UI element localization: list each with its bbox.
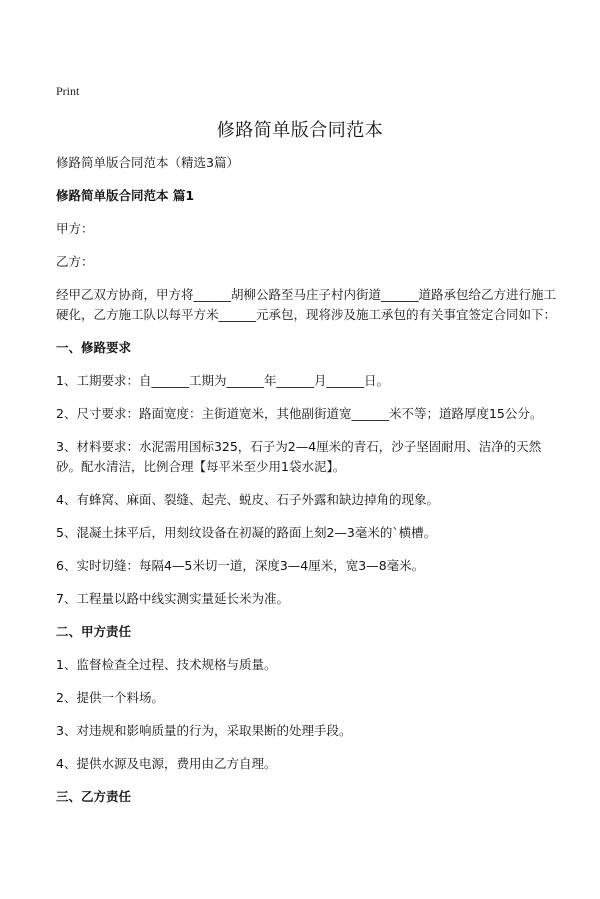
document-body bbox=[56, 153, 556, 820]
requirement-item: 1、工期要求：自______工期为______年______月______日。 bbox=[56, 373, 389, 388]
party-a-duty-item: 4、提供水源及电源，费用由乙方自理。 bbox=[56, 756, 277, 771]
requirement-item: 2、尺寸要求：路面宽度：主街道宽米，其他副街道宽______米不等；道路厚度15公分。 bbox=[56, 406, 543, 421]
requirement-item: 6、实时切缝：每隔4—5米切一道，深度3—4厘米，宽3—8毫米。 bbox=[56, 558, 425, 573]
party-a-line: 甲方： bbox=[56, 221, 94, 236]
requirement-item: 3、材料要求：水泥需用国标325，石子为2—4厘米的青石，沙子坚固耐用、洁净的天然砂。配水清洁，比例合理【每平米至少用1袋水泥】。 bbox=[56, 439, 542, 474]
document-title: 修路简单版合同范本 bbox=[216, 120, 384, 141]
requirement-item: 4、有蜂窝、麻面、裂缝、起壳、蜕皮、石子外露和缺边掉角的现象。 bbox=[56, 492, 439, 507]
section-heading-party-b: 三、乙方责任 bbox=[56, 789, 132, 804]
party-b-line: 乙方： bbox=[56, 254, 94, 269]
article-heading: 修路简单版合同范本 篇1 bbox=[56, 188, 195, 203]
intro-paragraph: 经甲乙双方协商，甲方将______胡柳公路至马庄子村内街道______道路承包给乙方进行施工硬化，乙方施工队以每平方米______元承包，现将涉及施工承包的有关事宜签定合同如下： bbox=[56, 287, 557, 322]
section-heading-requirements: 一、修路要求 bbox=[56, 340, 132, 355]
requirement-item: 5、混凝土抹平后，用刻纹设备在初凝的路面上刻2—3毫米的`横槽。 bbox=[56, 525, 437, 540]
requirement-item: 7、工程量以路中线实测实量延长米为准。 bbox=[56, 591, 289, 606]
print-label: Print bbox=[56, 84, 80, 98]
party-a-duty-item: 2、提供一个料场。 bbox=[56, 690, 164, 705]
party-a-duty-item: 3、对违规和影响质量的行为，采取果断的处理手段。 bbox=[56, 723, 352, 738]
section-heading-party-a: 二、甲方责任 bbox=[56, 624, 132, 639]
party-a-duty-item: 1、监督检查全过程、技术规格与质量。 bbox=[56, 657, 277, 672]
document-subtitle: 修路简单版合同范本（精选3篇） bbox=[56, 155, 239, 170]
